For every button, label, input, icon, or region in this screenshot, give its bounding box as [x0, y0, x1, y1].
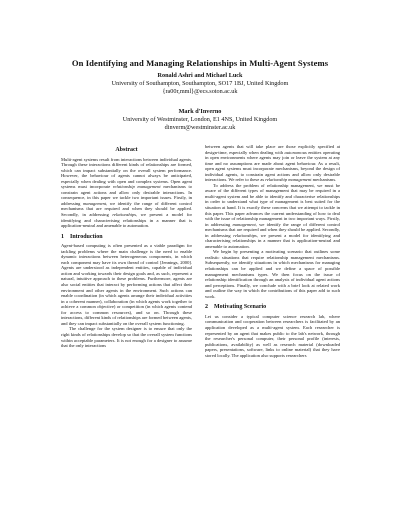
- author-block-2: [0, 108, 400, 132]
- author-affiliation-2: University of Westminster, London, E1 4NS, United Kingdom: [122, 116, 278, 123]
- intro-paragraph-2: The challenge for the system designer is to ensure that only the right kinds of relationships develop so that the overall system functions within acceptable parameters. It is not enough for a designer to assume that the only interactions: [61, 326, 192, 349]
- author-email-1: {ra00r,mml}@ecs.soton.ac.uk: [162, 88, 238, 95]
- right-paragraph-3: We begin by presenting a motivating scenario that outlines some realistic situations that require relationship management mechanisms. Subsequently, we identify situations in which mechanisms for managing relationships can be applied and we define a space of possible management mechanisms types. We then focus on the issue of relationship identification through an analysis of individual agent actions and perceptions. Finally, we conclude with a brief look at related work and outline the way in which the contributions of this paper add to such work.: [205, 249, 340, 299]
- author-affiliation-1: University of Southampton, Southampton, SO17 1BJ, United Kingdom: [111, 80, 289, 87]
- author-block-1: [0, 72, 400, 96]
- right-paragraph-1: between agents that will take place are those explicitly specified at design-time, especially when dealing with autonomous entities operating in open environments where agents may join or leave the system at any time and no assumptions are made about agent behaviour. As a result, open agent systems must incorporate mechanisms, beyond the design of individual agents, to constrain agent actions and allow only desirable interactions. We refer to these as relationship management mechanisms.: [205, 144, 340, 183]
- right-column: [205, 144, 340, 358]
- section-title: Motivating Scenario: [214, 304, 267, 311]
- section-heading-motivating-scenario: [205, 305, 340, 311]
- paper-title: On Identifying and Managing Relationships in Multi-Agent Systems: [71, 58, 329, 68]
- author-names-2: Mark d'Inverno: [178, 108, 222, 115]
- intro-paragraph-1: Agent-based computing is often presented as a viable paradigm for tackling problems where the main challenge is the need to enable dynamic interactions between heterogeneous components, in which each component may have its own thread of control [Jennings, 2000]. Agents are understood as independent entities, capable of individual action and working towards their design goals and, as such, represent a natural, intuitive approach to these problems. Furthermore, agents are also social entities that interact by performing actions that affect their environment and other agents in the environment. Such actions can enable coordination (in which agents arrange their individual activities in a coherent manner), collaboration (in which agents work together to achieve a common objective) or competition (in which agents contend for access to common resources), and so on. Through these interactions, different kinds of relationships are formed between agents, and they can impact substantially on the overall system functioning.: [61, 243, 192, 326]
- section-number: 1: [61, 233, 64, 240]
- section-title: Introduction: [70, 233, 103, 240]
- author-names-1: Ronald Ashri and Michael Luck: [157, 72, 243, 79]
- section-number: 2: [205, 304, 208, 311]
- author-email-2: dinverm@westminster.ac.uk: [164, 124, 236, 131]
- section-heading-introduction: [61, 235, 192, 241]
- abstract-heading: Abstract: [115, 147, 138, 153]
- abstract-text: Multi-agent systems result from interactions between individual agents. Through these interactions different kinds of relationships are formed, which can impact substantially on the overall system performance. However, the behaviour of agents cannot always be anticipated, especially when dealing with open and complex systems. Open agent systems must incorporate relationship management mechanisms to constrain agent actions and allow only desirable interactions. In consequence, in this paper we tackle two important issues. Firstly, in addressing management, we identify the range of different control mechanisms that are required and when they should be applied. Secondly, in addressing relationships, we present a model for identifying and characterising relationships in a manner that is application-neutral and amenable to automation.: [61, 156, 192, 229]
- scenario-paragraph-1: Let us consider a typical computer science research lab, where communication and cooperation between researchers is facilitated by an application developed as a multi-agent system. Each researcher is represented by an agent that makes public to the lab's network, through the researcher's personal computer, their personal profile (interests, publications, availability) as well as research material (downloaded papers, presentations, software, links to online material) that they have stored locally. The application also supports researchers: [205, 313, 340, 358]
- right-paragraph-2: To address the problem of relationship management, we must be aware of the different types of management that may be required in a multi-agent system and be able to identify and characterise relationships in order to understand what type of management is best suited for the situation at hand. It is exactly these concerns that we attempt to tackle in this paper. This paper advances the current understanding of how to deal with the issue of relationship management in two important ways. Firstly, in addressing management, we identify the range of different control mechanisms that are required and when they should be applied. Secondly, in addressing relationships, we present a model for identifying and characterising relationships in a manner that is application-neutral and amenable to automation.: [205, 182, 340, 249]
- left-column: [61, 148, 192, 349]
